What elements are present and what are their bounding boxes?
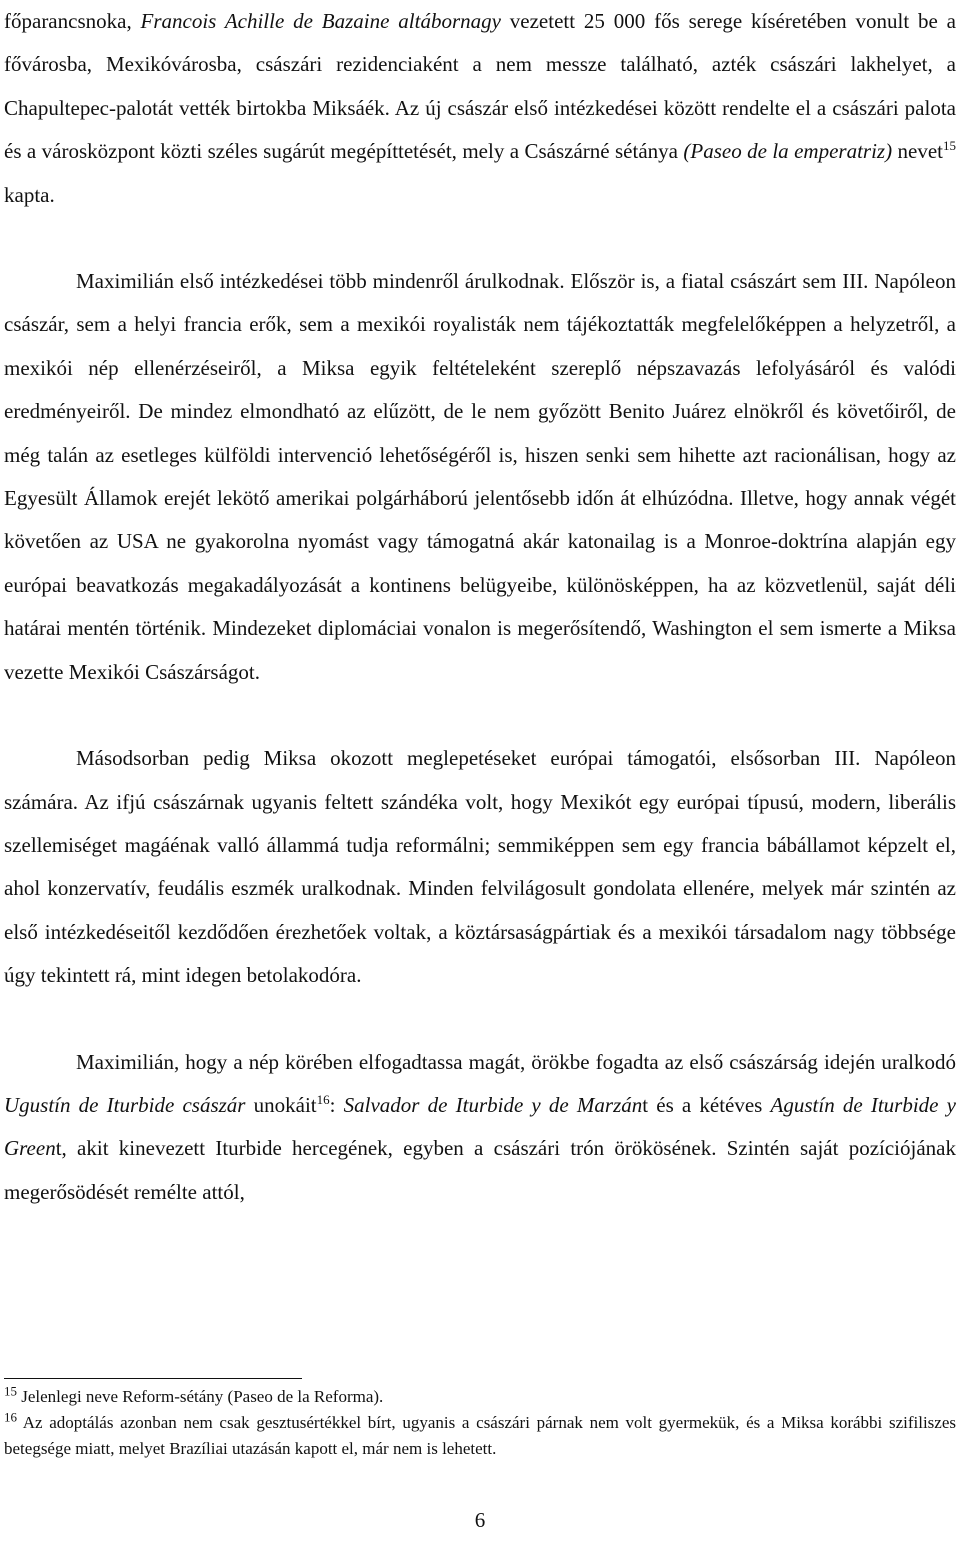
- text-span: vezetett 25 000 fős serege kíséretében vonult be a fővárosba, Mexikóvárosba, császári rezidenciaként a nem messze található, azték császári lakhelyet, a Chapultepec-palotát vették birtokba Miksáék. Az új császár első intézkedései között rendelte el a császári palota és a városközpont közti széles sugárút megépíttetését, mely a Császárné sétánya: [4, 9, 956, 164]
- text-span: kapta.: [4, 182, 55, 207]
- italic-spanish-name: (Paseo de la emperatriz): [683, 139, 893, 164]
- italic-name: Francois Achille de Bazaine altábornagy: [140, 9, 501, 33]
- footnote-15: [4, 1384, 956, 1410]
- italic-name: Agustín de Iturbide y Green: [4, 1092, 956, 1161]
- footnote-16: [4, 1410, 956, 1462]
- paragraph-gap: [4, 694, 956, 737]
- text-span: főparancsnoka,: [4, 9, 141, 33]
- text-span: :: [329, 1092, 344, 1117]
- text-span: nevet: [892, 139, 943, 164]
- page-number: 6: [474, 1508, 486, 1532]
- footnote-ref-15[interactable]: 15: [942, 138, 956, 154]
- footnote-number: 15: [4, 1383, 17, 1399]
- footnote-divider: [4, 1378, 302, 1379]
- paragraph-2: Maximilián első intézkedései több mindenről árulkodnak. Először is, a fiatal császárt sem III. Napóleon császár, sem a helyi francia erők, sem a mexikói royalisták nem tájékoztatták megfelelőképpen a helyzetről, a mexikói nép ellenérzéseiről, a Miksa egyik feltételeként szereplő népszavazás lefolyásáról és valódi eredményeiről. De mindez elmondható az elűzött, de le nem győzött Benito Juárez elnökről és követőiről, de még talán az esetleges külföldi intervenció lehetőségéről is, hiszen senki sem hihette azt racionálisan, hogy az Egyesült Államok erejét lekötő amerikai polgárháború jelentősebb időn át elhúzódna. Illetve, hogy annak végét követően az USA ne gyakorolna nyomást vagy támogatná akár katonailag is a Monroe-doktrína alapján egy európai beavatkozás megakadályozását a kontinens belügyeibe, különösképpen, ha az közvetlenül, saját déli határai mentén történik. Mindezeket diplomáciai vonalon is megerősítendő, Washington el sem ismerte a Miksa vezette Mexikói Császárságot.: [4, 269, 956, 684]
- footnote-text: Az adoptálás azonban nem csak gesztusértékkel bírt, ugyanis a császári párnak nem volt gyermekük, és a Miksa korábbi szifiliszes betegsége miatt, melyet Brazíliai utazásán kapott el, már nem is lehetett.: [4, 1413, 956, 1458]
- body-text: [4, 0, 956, 1214]
- italic-name: Ugustín de Iturbide császár: [4, 1092, 246, 1117]
- text-span: unokáit: [245, 1092, 317, 1117]
- text-span: t és a kétéves: [642, 1092, 771, 1117]
- footnote-number: 16: [4, 1409, 17, 1425]
- text-span: Maximilián, hogy a nép körében elfogadtassa magát, örökbe fogadta az első császárság idején uralkodó: [76, 1049, 956, 1074]
- footnotes: [4, 1384, 956, 1462]
- footnote-text: Jelenlegi neve Reform-sétány (Paseo de la Reforma).: [17, 1387, 384, 1406]
- paragraph-gap: [4, 217, 956, 260]
- italic-name: Salvador de Iturbide y de Marzán: [343, 1092, 643, 1117]
- footnote-ref-16[interactable]: 16: [316, 1091, 330, 1107]
- text-span: t, akit kinevezett Iturbide hercegének, egyben a császári trón örökösének. Szintén saját pozíciójának megerősödését remélte attól,: [4, 1136, 956, 1204]
- paragraph-4: [4, 1041, 956, 1215]
- paragraph-3: Másodsorban pedig Miksa okozott meglepetéseket európai támogatói, elsősorban III. Napóleon számára. Az ifjú császárnak ugyanis feltett szándéka volt, hogy Mexikót egy európai típusú, modern, liberális szellemiséget magáénak valló állammá tudja reformálni; semmiképpen sem egy francia bábállamot képzelt el, ahol konzervatív, feudális eszmék uralkodnak. Minden felvilágosult gondolata ellenére, melyek már szintén az első intézkedéseitől kezdődően érezhetőek voltak, a köztársaságpártiak és a mexikói társadalom nagy többsége úgy tekintett rá, mint idegen betolakodóra.: [4, 746, 956, 988]
- paragraph-gap: [4, 998, 956, 1041]
- paragraph-1: [4, 0, 956, 217]
